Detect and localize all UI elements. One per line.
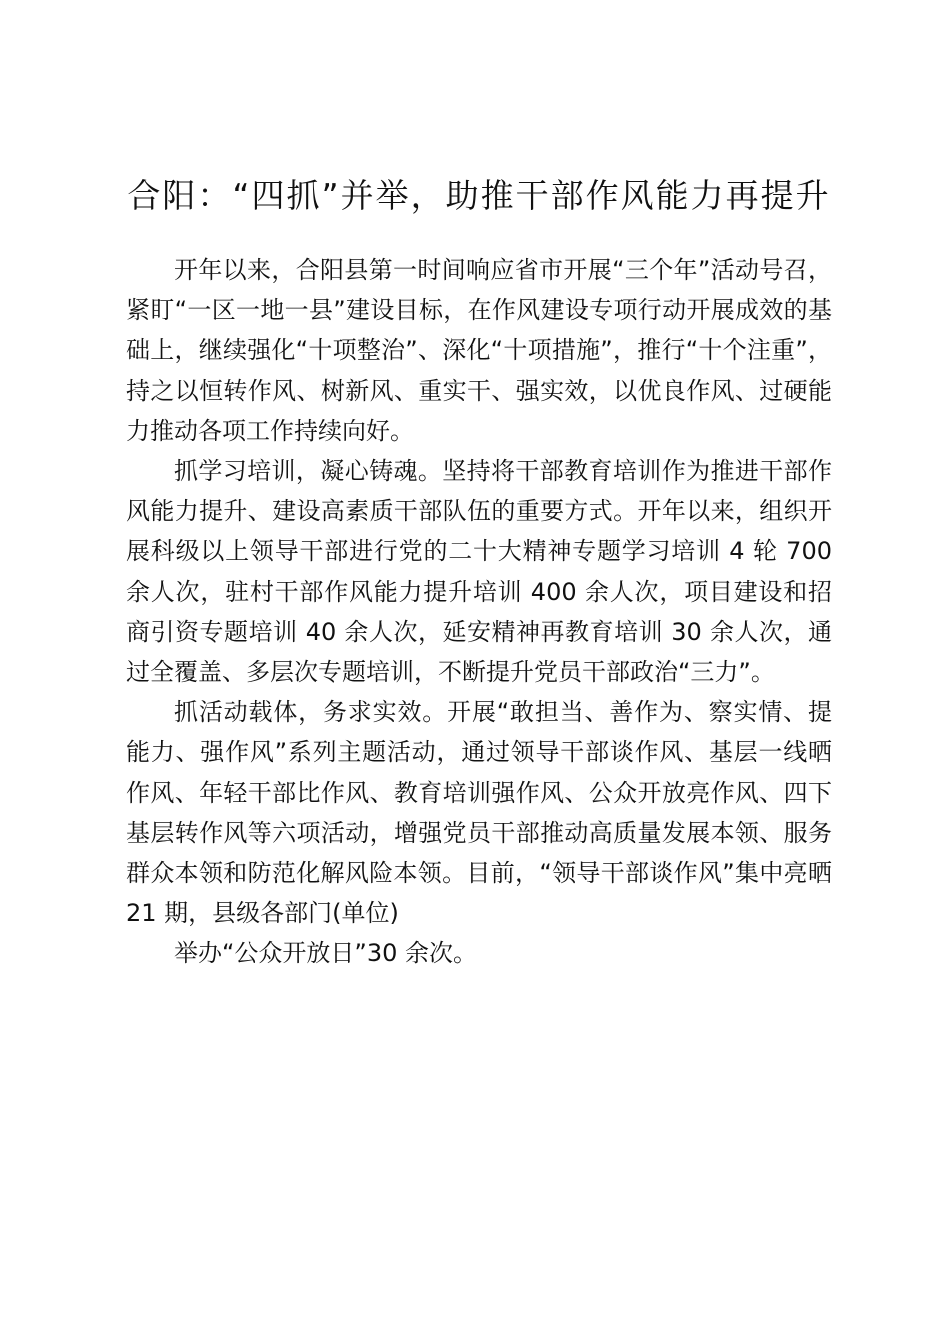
paragraph-intro: 开年以来，合阳县第一时间响应省市开展“三个年”活动号召，紧盯“一区一地一县”建设目标，在作风建设专项行动开展成效的基础上，继续强化“十项整治”、深化“十项措施”，推行“十个注重”，持之以恒转作风、树新风、重实干、强实效，以优良作风、过硬能力推动各项工作持续向好。 (126, 256, 832, 445)
document-body (126, 250, 832, 974)
document-page (126, 172, 832, 974)
document-title: 合阳：“四抓”并举，助推干部作风能力再提升 (127, 176, 831, 215)
paragraph-study-training: 抓学习培训，凝心铸魂。坚持将干部教育培训作为推进干部作风能力提升、建设高素质干部队伍的重要方式。开年以来，组织开展科级以上领导干部进行党的二十大精神专题学习培训 4 轮 700 余人次，驻村干部作风能力提升培训 400 余人次，项目建设和招商引资专题培训 40 余人次，延安精神再教育培训 30 余人次，通过全覆盖、多层次专题培训，不断提升党员干部政治“三力”。 (126, 457, 832, 687)
paragraph-open-day: 举办“公众开放日”30 余次。 (174, 939, 478, 968)
paragraph-activities: 抓活动载体，务求实效。开展“敢担当、善作为、察实情、提能力、强作风”系列主题活动，通过领导干部谈作风、基层一线晒作风、年轻干部比作风、教育培训强作风、公众开放亮作风、四下基层转作风等六项活动，增强党员干部推动高质量发展本领、服务群众本领和防范化解风险本领。目前，“领导干部谈作风”集中亮晒 21 期，县级各部门(单位) (126, 698, 832, 928)
